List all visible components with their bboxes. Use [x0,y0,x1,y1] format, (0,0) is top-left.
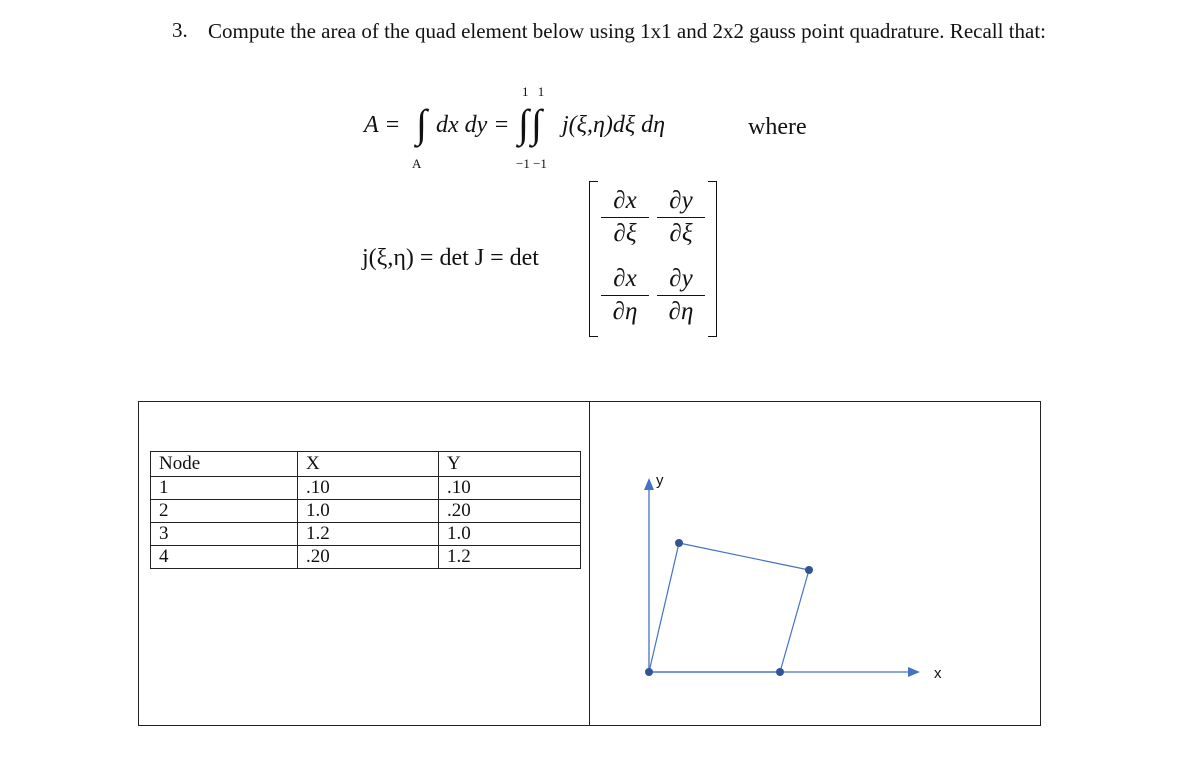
table-row [151,477,581,500]
cell-node: 2 [151,500,298,523]
cell-y: .10 [439,477,581,500]
y-axis-arrowhead [644,478,654,490]
jacobian-matrix [589,181,717,337]
cell-node: 3 [151,523,298,546]
cell-x: 1.0 [298,500,439,523]
question-text: Compute the area of the quad element below using 1x1 and 2x2 gauss point quadrature. Recall that: [208,19,1047,43]
cell-node: 1 [151,477,298,500]
node-2-marker [776,668,784,676]
eq1-integral-sign: ∫ [416,101,427,146]
node-1-marker [645,668,653,676]
question-number: 3. [172,18,188,42]
node-coordinate-table [150,451,581,569]
cell-x: .10 [298,477,439,500]
cell-y: 1.2 [439,546,581,569]
matrix-entry-dx-deta: $\frac{\partial x}{\partial\eta}$ [601,265,649,326]
matrix-left-bracket [589,181,598,337]
cell-y: .20 [439,500,581,523]
header-x: X [298,452,439,477]
table-row [151,523,581,546]
quad-element-outline [649,543,809,672]
y-axis-label: y [656,472,664,489]
cell-x: 1.2 [298,523,439,546]
node-3-marker [805,566,813,574]
eq1-lower-limits: −1 −1 [516,156,547,171]
quad-element-diagram [590,402,1038,724]
eq1-rhs: j(ξ,η)dξ dη [562,112,666,138]
eq1-integral-subscript: A [412,156,422,171]
eq1-upper-limits: 1 1 [522,84,545,99]
node-4-marker [675,539,683,547]
x-axis-arrowhead [908,667,920,677]
header-node: Node [151,452,298,477]
table-row [151,500,581,523]
eq1-integrand: dx dy = [436,112,510,138]
jacobian-equation: j(ξ,η) = det J = det [362,245,539,271]
cell-x: .20 [298,546,439,569]
where-label: where [748,114,807,140]
cell-y: 1.0 [439,523,581,546]
header-y: Y [439,452,581,477]
matrix-entry-dy-deta: $\frac{\partial y}{\partial\eta}$ [657,265,705,326]
matrix-entry-dy-dxi: $\frac{\partial y}{\partial\xi}$ [657,187,705,248]
eq1-lhs: A = [364,112,401,138]
matrix-entry-dx-dxi: $\frac{\partial x}{\partial\xi}$ [601,187,649,248]
matrix-right-bracket [708,181,717,337]
eq1-double-integral: ∫∫ [518,101,544,146]
x-axis-label: x [934,665,942,682]
table-row [151,546,581,569]
table-header-row [151,452,581,477]
cell-node: 4 [151,546,298,569]
